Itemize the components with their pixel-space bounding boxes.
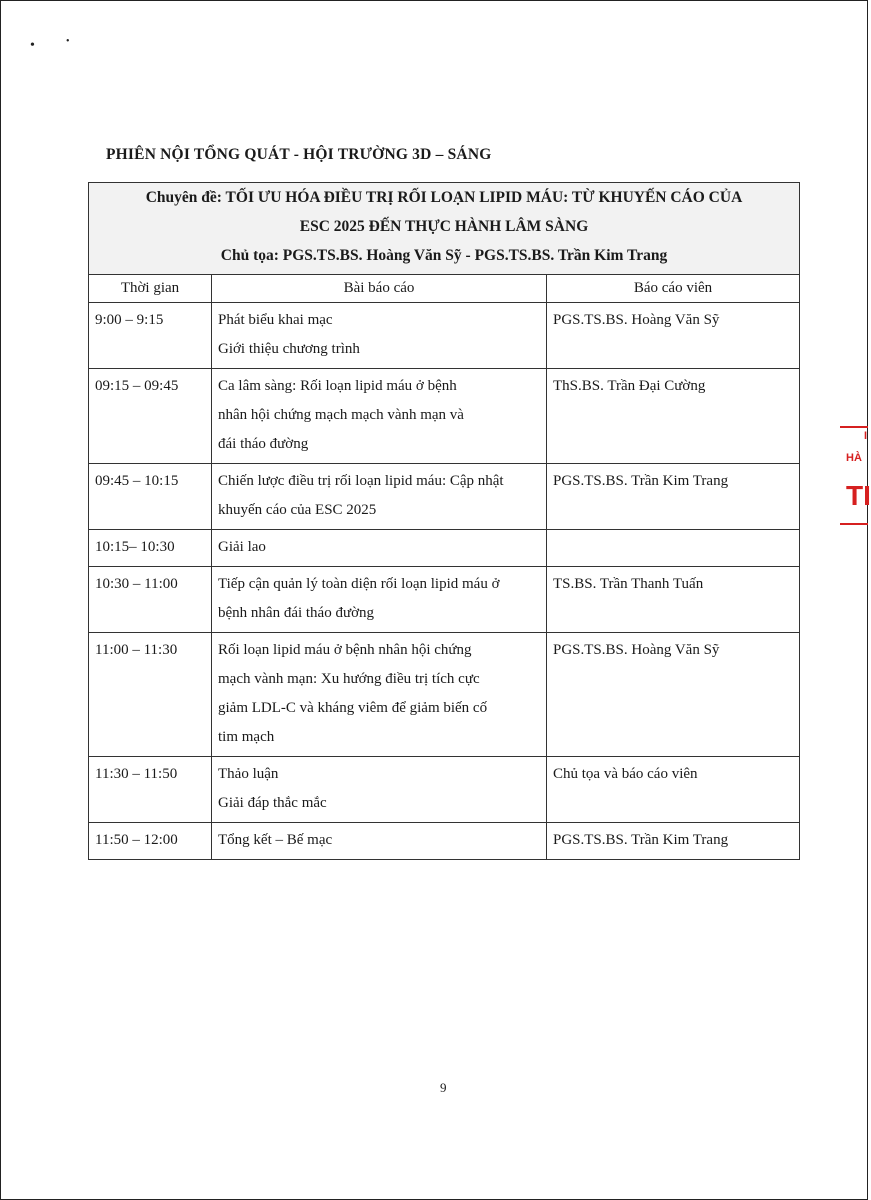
stamp-line <box>840 523 868 525</box>
talk-line: Giải lao <box>218 539 266 555</box>
topic-line-2: ESC 2025 ĐẾN THỰC HÀNH LÂM SÀNG <box>299 218 589 235</box>
talk-line: khuyến cáo của ESC 2025 <box>218 502 377 518</box>
stamp-line <box>840 426 868 428</box>
speaker-cell: ThS.BS. Trần Đại Cường <box>547 369 800 464</box>
agenda-body <box>89 303 800 860</box>
talk-cell <box>212 464 547 530</box>
talk-cell <box>212 633 547 757</box>
red-stamp-fragment <box>836 418 871 528</box>
table-row <box>89 823 800 860</box>
talk-cell <box>212 567 547 633</box>
time-cell: 10:30 – 11:00 <box>89 567 212 633</box>
talk-line: giảm LDL-C và kháng viêm để giảm biến cố <box>218 700 488 716</box>
talk-line: Rối loạn lipid máu ở bệnh nhân hội chứng <box>218 642 472 658</box>
talk-line: Ca lâm sàng: Rối loạn lipid máu ở bệnh <box>218 378 457 394</box>
table-row <box>89 633 800 757</box>
table-row <box>89 757 800 823</box>
talk-line: bệnh nhân đái tháo đường <box>218 605 375 621</box>
talk-cell <box>212 823 547 860</box>
talk-cell <box>212 369 547 464</box>
topic-cell <box>89 183 800 275</box>
speaker-cell: TS.BS. Trần Thanh Tuấn <box>547 567 800 633</box>
topic-line-1: Chuyên đề: TỐI ƯU HÓA ĐIỀU TRỊ RỐI LOẠN LIPID MÁU: TỪ KHUYẾN CÁO CỦA <box>145 189 743 206</box>
chairpersons: Chủ tọa: PGS.TS.BS. Hoàng Văn Sỹ - PGS.TS.BS. Trần Kim Trang <box>220 247 668 264</box>
table-row <box>89 464 800 530</box>
stamp-text: I <box>864 430 868 442</box>
time-cell: 11:30 – 11:50 <box>89 757 212 823</box>
speaker-cell: PGS.TS.BS. Hoàng Văn Sỹ <box>547 303 800 369</box>
scan-mark: • <box>66 36 70 47</box>
table-row <box>89 530 800 567</box>
topic-row <box>89 183 800 275</box>
page-number: 9 <box>440 1080 447 1095</box>
talk-line: Tiếp cận quản lý toàn diện rối loạn lipid máu ở <box>218 576 500 592</box>
talk-line: nhân hội chứng mạch mạch vành mạn và <box>218 407 464 423</box>
talk-cell <box>212 757 547 823</box>
scan-mark: • <box>30 38 35 53</box>
table-row <box>89 369 800 464</box>
time-cell: 11:00 – 11:30 <box>89 633 212 757</box>
talk-line: Giới thiệu chương trình <box>218 341 360 357</box>
time-cell: 10:15– 10:30 <box>89 530 212 567</box>
agenda-table <box>88 182 800 860</box>
talk-line: mạch vành mạn: Xu hướng điều trị tích cực <box>218 671 480 687</box>
talk-cell <box>212 303 547 369</box>
table-row <box>89 303 800 369</box>
time-cell: 09:15 – 09:45 <box>89 369 212 464</box>
talk-line: Thảo luận <box>218 766 279 782</box>
time-cell: 09:45 – 10:15 <box>89 464 212 530</box>
talk-line: Giải đáp thắc mắc <box>218 795 327 811</box>
table-row <box>89 567 800 633</box>
talk-line: tim mạch <box>218 729 275 745</box>
talk-line: Phát biểu khai mạc <box>218 312 333 328</box>
header-talk: Bài báo cáo <box>212 275 547 303</box>
speaker-cell: PGS.TS.BS. Trần Kim Trang <box>547 464 800 530</box>
speaker-cell <box>547 530 800 567</box>
time-cell: 9:00 – 9:15 <box>89 303 212 369</box>
header-speaker: Báo cáo viên <box>547 275 800 303</box>
header-row <box>89 275 800 303</box>
stamp-text: TI <box>846 480 871 511</box>
speaker-cell: PGS.TS.BS. Trần Kim Trang <box>547 823 800 860</box>
header-time: Thời gian <box>89 275 212 303</box>
session-title: PHIÊN NỘI TỔNG QUÁT - HỘI TRƯỜNG 3D – SÁNG <box>106 146 492 163</box>
talk-cell <box>212 530 547 567</box>
speaker-cell: Chủ tọa và báo cáo viên <box>547 757 800 823</box>
talk-line: Chiến lược điều trị rối loạn lipid máu: Cập nhật <box>218 473 504 489</box>
speaker-cell: PGS.TS.BS. Hoàng Văn Sỹ <box>547 633 800 757</box>
talk-line: Tổng kết – Bế mạc <box>218 832 333 848</box>
time-cell: 11:50 – 12:00 <box>89 823 212 860</box>
talk-line: đái tháo đường <box>218 436 309 452</box>
stamp-text: HÀ <box>846 452 862 464</box>
